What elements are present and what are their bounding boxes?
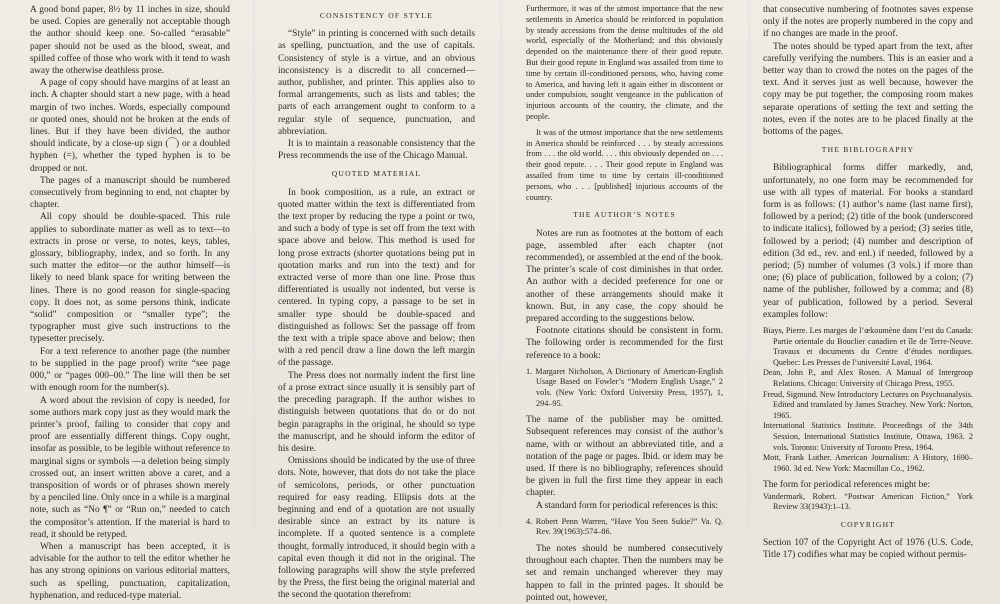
paragraph: Footnote citations should be consistent in form. The following order is recommended for the first reference to a book: — [526, 326, 723, 361]
citation-example: 4. Robert Penn Warren, “Have You Seen Sukie?” Va. Q. Rev. 39(1963):574–86. — [526, 516, 723, 537]
bibliography-entry: International Statistics Institute. Proceedings of the 34th Session, International Statistics Institute, Ottawa, 1963. 2 vols. Toronto: University of Toronto Press, 1964. — [763, 421, 973, 452]
column-3 — [526, 4, 723, 603]
section-heading: THE BIBLIOGRAPHY — [821, 145, 915, 155]
section-heading: COPYRIGHT — [840, 519, 896, 529]
paragraph: It is to maintain a reasonable consistency that the Press recommends the use of the Chicago Manual. — [278, 139, 475, 162]
paragraph: When a manuscript has been accepted, it is advisable for the author to tell the editor whether he has any strong opinions on various editorial matters, such as spelling, punctuation, capitalization, hyphenation, and reduced-type material. — [30, 541, 230, 601]
section-heading: CONSISTENCY OF STYLE — [319, 11, 434, 20]
paragraph: The form for periodical references might be: — [763, 480, 931, 491]
bibliography-entry: Vandermark, Robert. “Postwar American Fiction,” York Review 33(1943):1–13. — [763, 491, 973, 512]
bibliography-entry: Freud, Sigmund. New Introductory Lectures on Psychoanalysis. Edited and translated by James Strachey. New York: Norton, 1965. — [763, 389, 973, 420]
paragraph: For a text reference to another page (the number to be supplied in the page proof) write “see page 000,” or “pages 000–00.” The line will then be set with enough room for the number(s). — [30, 346, 230, 394]
bibliography-entry: Mott, Frank Luther. American Journalism: A History, 1690–1960. 3d ed. New York: Macmillan Co., 1962. — [763, 453, 973, 473]
paragraph: The notes should be typed apart from the text, after carefully verifying the numbers. This is an easier and a better way than to crowd the notes on the pages of the text. And it serves just as well because, however the copy may be put together, the composing room makes separate operations of setting the text and setting the notes, even if the notes are to be placed finally at the bottoms of the pages. — [763, 41, 973, 138]
section-heading: QUOTED MATERIAL — [331, 169, 422, 179]
paragraph: Section 107 of the Copyright Act of 1976 (U.S. Code, Title 17) codifies what may be copied without permis- — [763, 537, 973, 561]
column-2 — [278, 4, 475, 601]
section-heading: THE AUTHOR’S NOTES — [573, 210, 676, 220]
fold-line — [500, 0, 503, 529]
paragraph: Omissions should be indicated by the use of three dots. Note, however, that dots do not take the place of semicolons, periods, or other punctuation required for easy reading. Ellipsis dots at the beginning and end of a quotation are not usually desirable since an extract by its nature is incomplete. If a quoted sentence is a complete thought, formally introduced, it should begin with a capital even though it did not in the original. The following paragraphs will show the style preferred by the Press, the first being the original material and the second the quotation therefrom: — [278, 456, 475, 601]
quotation-extract: It was of the utmost importance that the new settlements in America should be reinforced . . . by steady accessions from . . . the old world. . . . this obviously depended on . . . their good repute. . . . Their good repute in England was assailed from time to time by certain ill-conditioned persons, who . . . [published] injurious accounts of the country. — [526, 127, 723, 202]
paragraph: A good bond paper, 8½ by 11 inches in size, should be used. Copies are generally not acceptable though the author should keep one. So-called “erasable” paper should not be used as the blood, sweat, and spilled coffee of those who work with it tend to wash away the otherwise deathless prose. — [30, 5, 230, 77]
paragraph: The notes should be numbered consecutively throughout each chapter. Then the numbers may be set and remain unchanged wherever they may happen to fall in the printed pages. It should be pointed out, however, — [526, 543, 723, 603]
paragraph: Notes are run as footnotes at the bottom of each page, assembled after each chapter (not recommended), or assembled at the end of the book. The printer’s scale of cost diminishes in that order. An author with a decided preference for one or another of these arrangements should make it known. But, in any case, the copy should be prepared according to the suggestions below. — [526, 228, 723, 324]
paragraph: A word about the revision of copy is needed, for some authors mark copy just as they would mark the printer’s proof, failing to consider that copy and proof are essentially different things. Copy ought, insofar as possible, to be legible without reference to marginal signs or symbols —a deletion being simply crossed out, an insert written above a caret, and a transposition of words or of phrases shown merely by a penciled line. Only once in a while is a marginal note, such as “No ¶” or “Run on,” needed to catch the compositor’s attention. If the material is hard to read, it should be retyped. — [30, 395, 230, 540]
paragraph: “Style” in printing is concerned with such details as spelling, punctuation, and the use of capitals. Consistency of style is a virtue, and an obvious inconsistency is a discredit to all concerned—author, publisher, and printer. This applies also to formal arrangements, such as lists and tables; the parts of each arrangement ought to conform to a regular style of sequence, punctuation, and abbreviation. — [278, 29, 475, 137]
fold-line — [253, 0, 256, 529]
paragraph: A page of copy should have margins of at least an inch. A chapter should start a new page, with a head margin of two inches. Words, especially compound or quoted ones, should not be broken at the ends of lines. But if they have been divided, the author should indicate, by a close-up sign (⁀) or a doubled hyphen (=), whether the typed hyphen is to be dropped or not. — [30, 78, 230, 174]
bibliography-entry: Dean, John P., and Alex Rosen. A Manual of Intergroup Relations. Chicago: University of Chicago Press, 1955. — [763, 368, 973, 389]
paragraph: All copy should be double-spaced. This rule applies to subordinate matter as well as to text—to extracts in prose or verse, to notes, keys, tables, glossary, bibliography, index, and so forth. In any such matter the editor—or the author himself—is likely to need blank space for writing between the lines. There is no good reason for single-spacing copy. It does not, as some persons think, indicate “solid” composition or “smaller type”; the typographer must give such instructions to the typesetter precisely. — [30, 212, 230, 345]
bibliography-entry: Biays, Pierre. Les marges de l’œkoumène dans l’est du Canada: Partie orientale du Bouclier canadien et île de Terre-Neuve. Travaux et documents du Centre d’études nordiques. Quebec: Les Presses de l’université Laval, 1964. — [763, 326, 973, 367]
fold-line — [748, 0, 751, 529]
quotation-original: Furthermore, it was of the utmost importance that the new settlements in America should be reinforced in population by steady accessions from the dense multitudes of the old world, especially of the Motherland; and this obviously depended on the maintenance there of their good repute. But their good repute in England was assailed from time to time by certain ill-conditioned persons, who, having come to America, and having left it again either in discontent or under compulsion, sought vengeance in the publication of injurious accounts of the country, the climate, and the people. — [526, 4, 723, 121]
paragraph: In book composition, as a rule, an extract or quoted matter within the text is differentiated from the text proper by reducing the type a point or two, and such a body of type is set off from the text with space above and below. This method is used for long prose extracts (shorter quotations being put in quotation marks and run into the text) and for extracted verse of more than one line. Prose thus differentiated is usually not indented, but verse is centered. In typing copy, a passage to be set in smaller type should be double-spaced and distinguished as follows: Set the passage off from the text with a triple space above and below; then with a red pencil draw a line down the left margin of the passage. — [278, 187, 475, 369]
paragraph: Bibliographical forms differ markedly, and, unfortunately, no one form may be recommended for use with all types of material. For books a standard form is as follows: (1) author’s name (last name first), followed by a period; (2) title of the book (underscored to indicate italics), followed by a period; (3) series title, followed by a period; (4) number and description of edition (3d ed., rev. and enl.) if needed, followed by a period; (5) number of volumes (3 vols.) if more than one; (6) place of publication, followed by a colon; (7) name of the publisher, followed by a comma; and (8) year of publication, followed by a period. Several examples follow: — [763, 163, 973, 320]
citation-example: 1. Margaret Nicholson, A Dictionary of American-English Usage Based on Fowler’s “Modern English Usage,” 2 vols. (New York: Oxford University Press, 1957), 1, 294–95. — [526, 366, 723, 408]
column-1 — [30, 4, 230, 601]
paragraph: The name of the publisher may be omitted. Subsequent references may consist of the author’s name, with or without an abbreviated title, and a notation of the page or pages. Ibid. or idem may be used. If there is no bibliography, references should be given in full the first time they appear in each chapter. — [526, 415, 723, 499]
paragraph: The pages of a manuscript should be numbered consecutively from beginning to end, not chapter by chapter. — [30, 175, 230, 211]
paragraph: The Press does not normally indent the first line of a prose extract since usually it is sensibly part of the preceding paragraph. If the author wishes to distinguish between quotations that do or do not begin paragraphs in the original, he should so type the manuscript, and he should inform the editor of his desire. — [278, 370, 475, 454]
column-4 — [763, 4, 973, 561]
paragraph: that consecutive numbering of footnotes saves expense only if the notes are properly numbered in the copy and if no changes are made in the proof. — [763, 5, 973, 40]
paragraph: A standard form for periodical references is this: — [536, 500, 718, 511]
